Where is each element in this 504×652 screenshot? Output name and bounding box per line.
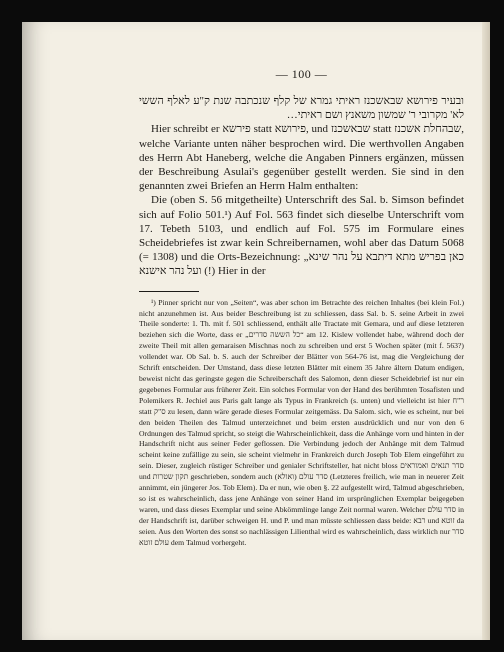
body-paragraph: Die (oben S. 56 mitgetheilte) Unterschrift des Sal. b. Simson befindet sich auf Folio 501.¹) Auf Fol. 563 findet sich dieselbe Unterschrift vom 17. Tebeth 5103, und endlich auf Fol. 575 im Formulare eines Scheidebriefes ist zwar kein Schreibernamen, wohl aber das Datum 5068 (= 1308) und die Orts-Bezeichnung: „כאן בפריש מתא דיתבא על נהר שינא ועל נהר אישנא (!) Hier in der (139, 194, 464, 278)
footnote (139, 298, 464, 549)
text-block (139, 67, 464, 548)
hebrew-quote: ובעיר פירושא שבאשכנז ראיתי גמרא של קלף שנכתבה שנת ק"ע לאלף הששי לא' מקרובי ר' שמשון משאנץ ושם ראיתי… (139, 95, 464, 122)
page-number: — 100 — (275, 67, 328, 81)
body-text (139, 94, 464, 279)
footnote-rule (139, 291, 199, 292)
body-paragraph: Hier schreibt er פירשא statt פירושא, und שבאשכנז statt שבהחלת אשכנז, welche Variante unten näher besprochen wird. Die werthvollen Angaben des Herrn Abt Haneberg, welche die Angaben Pinners ergänzen, müssen der Beschreibung Asulai's gegenüber gestellt werden. Sie sind in den genannten zwei Briefen an Herrn Halm enthalten: (139, 123, 464, 193)
book-page (22, 22, 490, 640)
page-edge (482, 22, 490, 640)
footnote-text: ¹) Pinner spricht nur von „Seiten“, was aber schon im Betrachte des reichen Inhaltes (bei klein Fol.) nicht anzunehmen ist. Aus beider Beschreibung ist zu schliessen, dass Sal. b. S. seine Arbeit in zwei Theile sonderte: 1. Th. mit f. 501 schliessend, enthält alle Tractate mit Gemara, und auf diese letzteren beziehen sich die Worte, dass er „כל הששה סדרים“ am 12. Kislew vollendet habe, während doch der zweite Theil mit allen gemaraisen Mischnas noch zu schreiben und erst 5 Wochen später (mit f. 563?) vollendet war. Ob Sal. b. S. auch der Schreiber der Blätter von 564-76 ist, mag die Vergleichung der Schrift entscheiden. Der Umstand, dass diese letzten Blätter mit einem 35 Jahre ältern Datum endigen, beweist nicht das geringste gegen die Schreiberschaft des Salomon, denn dieser Scheidebrief ist nur ein gegebenes Formular aus früherer Zeit. Ein solches Formular von der Hand des berühmten Tosafisten und Polemikers R. Jechiel aus Paris galt lange als Typus in Frankreich (s. unten) und vielleicht ist hier ר"ח statt ס"ק zu lesen, dann wäre gerade dieses Formular zeitgemäss. Da Salom. sich, wie es scheint, nur bei den beiden Theilen des Talmud unterzeichnet und beim ersten ausdrücklich und nur von den 6 Ordnungen des Talmud spricht, so steigt die Wahrscheinlichkeit, dass die Anhänge vorn und hinten in der Handschrift nicht aus seiner Feder geflossen. Die Verbindung jedoch der Anhänge mit dem Talmud scheint keine zufällige zu sein, sie scheint vielmehr in Frankreich durch Joseph Tob Elem eingeführt zu sein. Dieser, zugleich rüstiger Schreiber und genialer Schriftsteller, hat nicht bloss סדר תנאים ואמוראים und תקון שטרות geschrieben, sondern auch (ואולא) סדר עולם (Letzteres freilich, wie man in neuerer Zeit annimmt, ein jüngerer Jos. Tob Elem). Da er nun, wie oben §. 22 aufgestellt wird, Talmud abgeschrieben, so ist es wahrscheinlich, dass jene Anhänge von seiner Hand im ursprünglichen Exemplar beigegeben waren, und dass dieses Exemplar und seine Abkömmlinge lange Zeit normal waren. Welcher סדר עולם in der Handschrift ist, darüber schweigen H. und P. und man müsste schliessen dass beide: רבא und זוטא da seien. Aus den Worten des sonst so nachlässigen Lilienthal wird es wahrscheinlich, dass wirklich nur סדר עולם זוטא dem Talmud vorhergeht. (139, 297, 465, 547)
